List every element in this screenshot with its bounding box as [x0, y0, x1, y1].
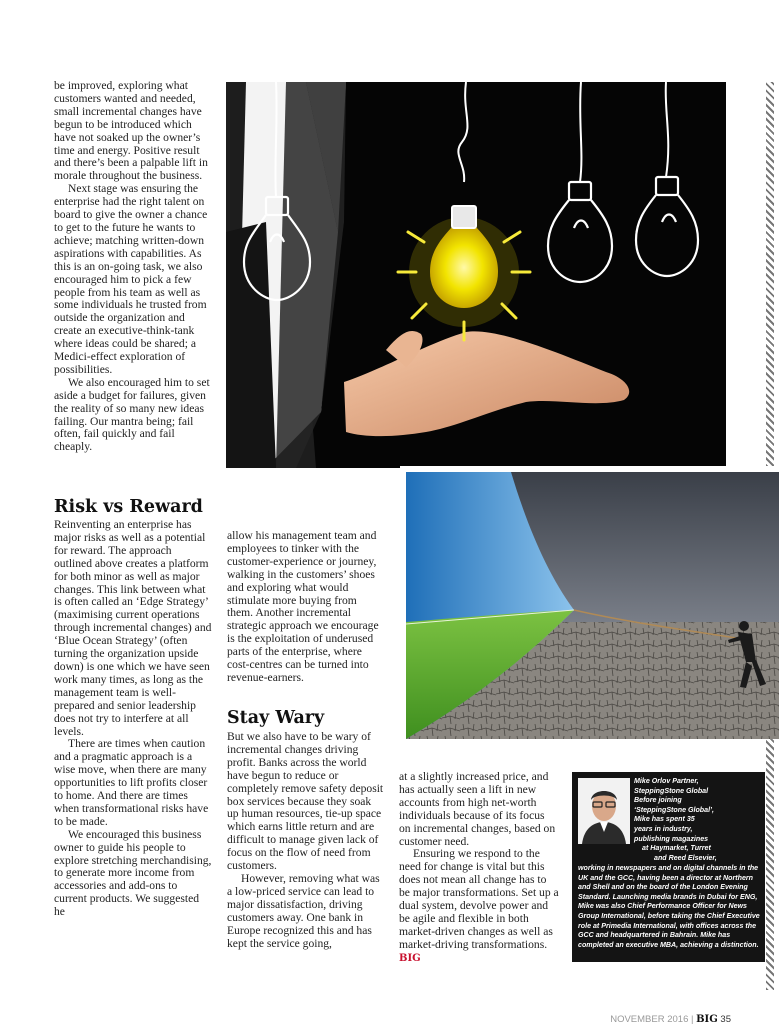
- paragraph: at a slightly increased price, and has actually seen a lift in new accounts from high net-worth individuals because of its focus on incremental changes, based on customer need.: [399, 770, 556, 848]
- paragraph: Next stage was ensuring the enterprise had the right talent on board to give the owner a chance to get to the future he wants to achieve; matching written-down aspirations with capabilities. As this is an on-going task, we also encouraged him to pick a few people from his team as well as some individuals he trusted from outside the organization and create an executive-think-tank where ideas could be shared; a Medici-effect exploration of possibilities.: [54, 182, 208, 376]
- column-1-intro: [54, 80, 212, 454]
- paragraph: However, removing what was a low-priced service can lead to major dissatisfaction, driving customers away. One bank in Europe recognized this and has kept the service going,: [227, 871, 380, 950]
- paragraph: Reinventing an enterprise has major risks as well as a potential for reward. The approach outlined above creates a platform for both minor as well as major changes. This link between what is often called an ‘Edge Strategy’ (maximising current operations through incremental changes) and ‘Blue Ocean Strategy’ (often turning the organization upside down) is one which we have seen work many times, as long as the management team is well-prepared and senior leadership does not try to interfere at all levels.: [54, 518, 212, 738]
- footer-separator: |: [691, 1014, 694, 1025]
- issue-date: NOVEMBER 2016: [610, 1014, 689, 1025]
- stay-wary-heading: Stay Wary: [227, 708, 325, 728]
- risk-vs-reward-heading: Risk vs Reward: [54, 497, 203, 517]
- bio-line: SteppingStone Global: [634, 786, 709, 795]
- column-3: [399, 771, 559, 966]
- end-mark: BIG: [399, 952, 421, 964]
- bio-line: publishing magazines: [634, 834, 709, 843]
- author-bio-box: [572, 772, 765, 962]
- bio-line: and Reed Elsevier,: [654, 853, 717, 862]
- author-photo: [578, 778, 630, 844]
- bio-line: Mike has spent 35: [634, 815, 695, 824]
- paragraph-text: Ensuring we respond to the need for change is vital but this does not mean all change has to be major transformations. Set up a dual system, devolve power and be agile and flexible in both market-driven changes as well as market-driving transformations.: [399, 847, 559, 951]
- magazine-name: BIG: [696, 1014, 718, 1025]
- column-2-wary: [227, 731, 385, 950]
- bio-line: Before joining: [634, 796, 682, 805]
- page-number: 35: [720, 1014, 731, 1025]
- bio-line: at Haymarket, Turret: [642, 844, 711, 853]
- landscape-pull-photo: [400, 466, 779, 739]
- lightbulb-illustration: [226, 82, 726, 468]
- bio-intro: [634, 777, 760, 863]
- paragraph: We encouraged this business owner to guide his people to explore stretching merchandising, to generate more income from accessories and add-ons to current products. We suggested he: [54, 827, 212, 919]
- bio-line: Mike Orlov Partner,: [634, 777, 699, 785]
- paragraph: be improved, exploring what customers wanted and needed, small incremental changes have begun to be introduced which have not soaked up the owner’s time and energy. Positive result and there’s been a palpable lift in morale throughout the business.: [54, 79, 208, 183]
- bio-line: ‘SteppingStone Global’,: [634, 805, 715, 814]
- lightbulb-hand-photo: [226, 82, 726, 468]
- column-1-risk: [54, 519, 212, 919]
- column-2-top: [227, 530, 385, 685]
- paragraph: We also encouraged him to set aside a budget for failures, given the reality of so many new ideas failing. Our mantra being; fail often, fail quickly and fail cheaply.: [54, 375, 210, 454]
- bio-line: years in industry,: [634, 824, 693, 833]
- landscape-illustration: [406, 472, 779, 739]
- paragraph: There are times when caution and a pragmatic approach is a wise move, when there are many opportunities to lift profits closer to home. And there are times when transformational risks have to be made.: [54, 737, 209, 828]
- paragraph: But we also have to be wary of incremental changes driving profit. Banks across the world have begun to reduce or completely remove safety deposit box services because they soak up human resources, tie-up space which earns little return and are difficult to manage given lack of focus on the flow of need from customers.: [227, 730, 384, 873]
- page-footer: [610, 1014, 731, 1026]
- author-portrait-icon: [578, 778, 630, 844]
- bio-rest: working in newspapers and on digital channels in the UK and the GCC, having been a director at Northern and Shell and on the board of the London Evening Standard. Launching media brands in Dubai for ENG, Mike was also Chief Performance Officer for News Group International, before taking the Chief Executive role at Primedia International, with offices across the GCC and headquartered in Bahrain. Mike has completed an executive MBA, achieving a distinction.: [578, 864, 760, 949]
- paragraph: allow his management team and employees to tinker with the customer-experience or journey, walking in the customers’ shoes and exploring what would stimulate more buying from them. Another incremental strategic approach we encourage is the exploitation of underused parts of the enterprise, where cost-centres can be turned into revenue-earners.: [227, 529, 379, 684]
- paragraph: [399, 848, 559, 965]
